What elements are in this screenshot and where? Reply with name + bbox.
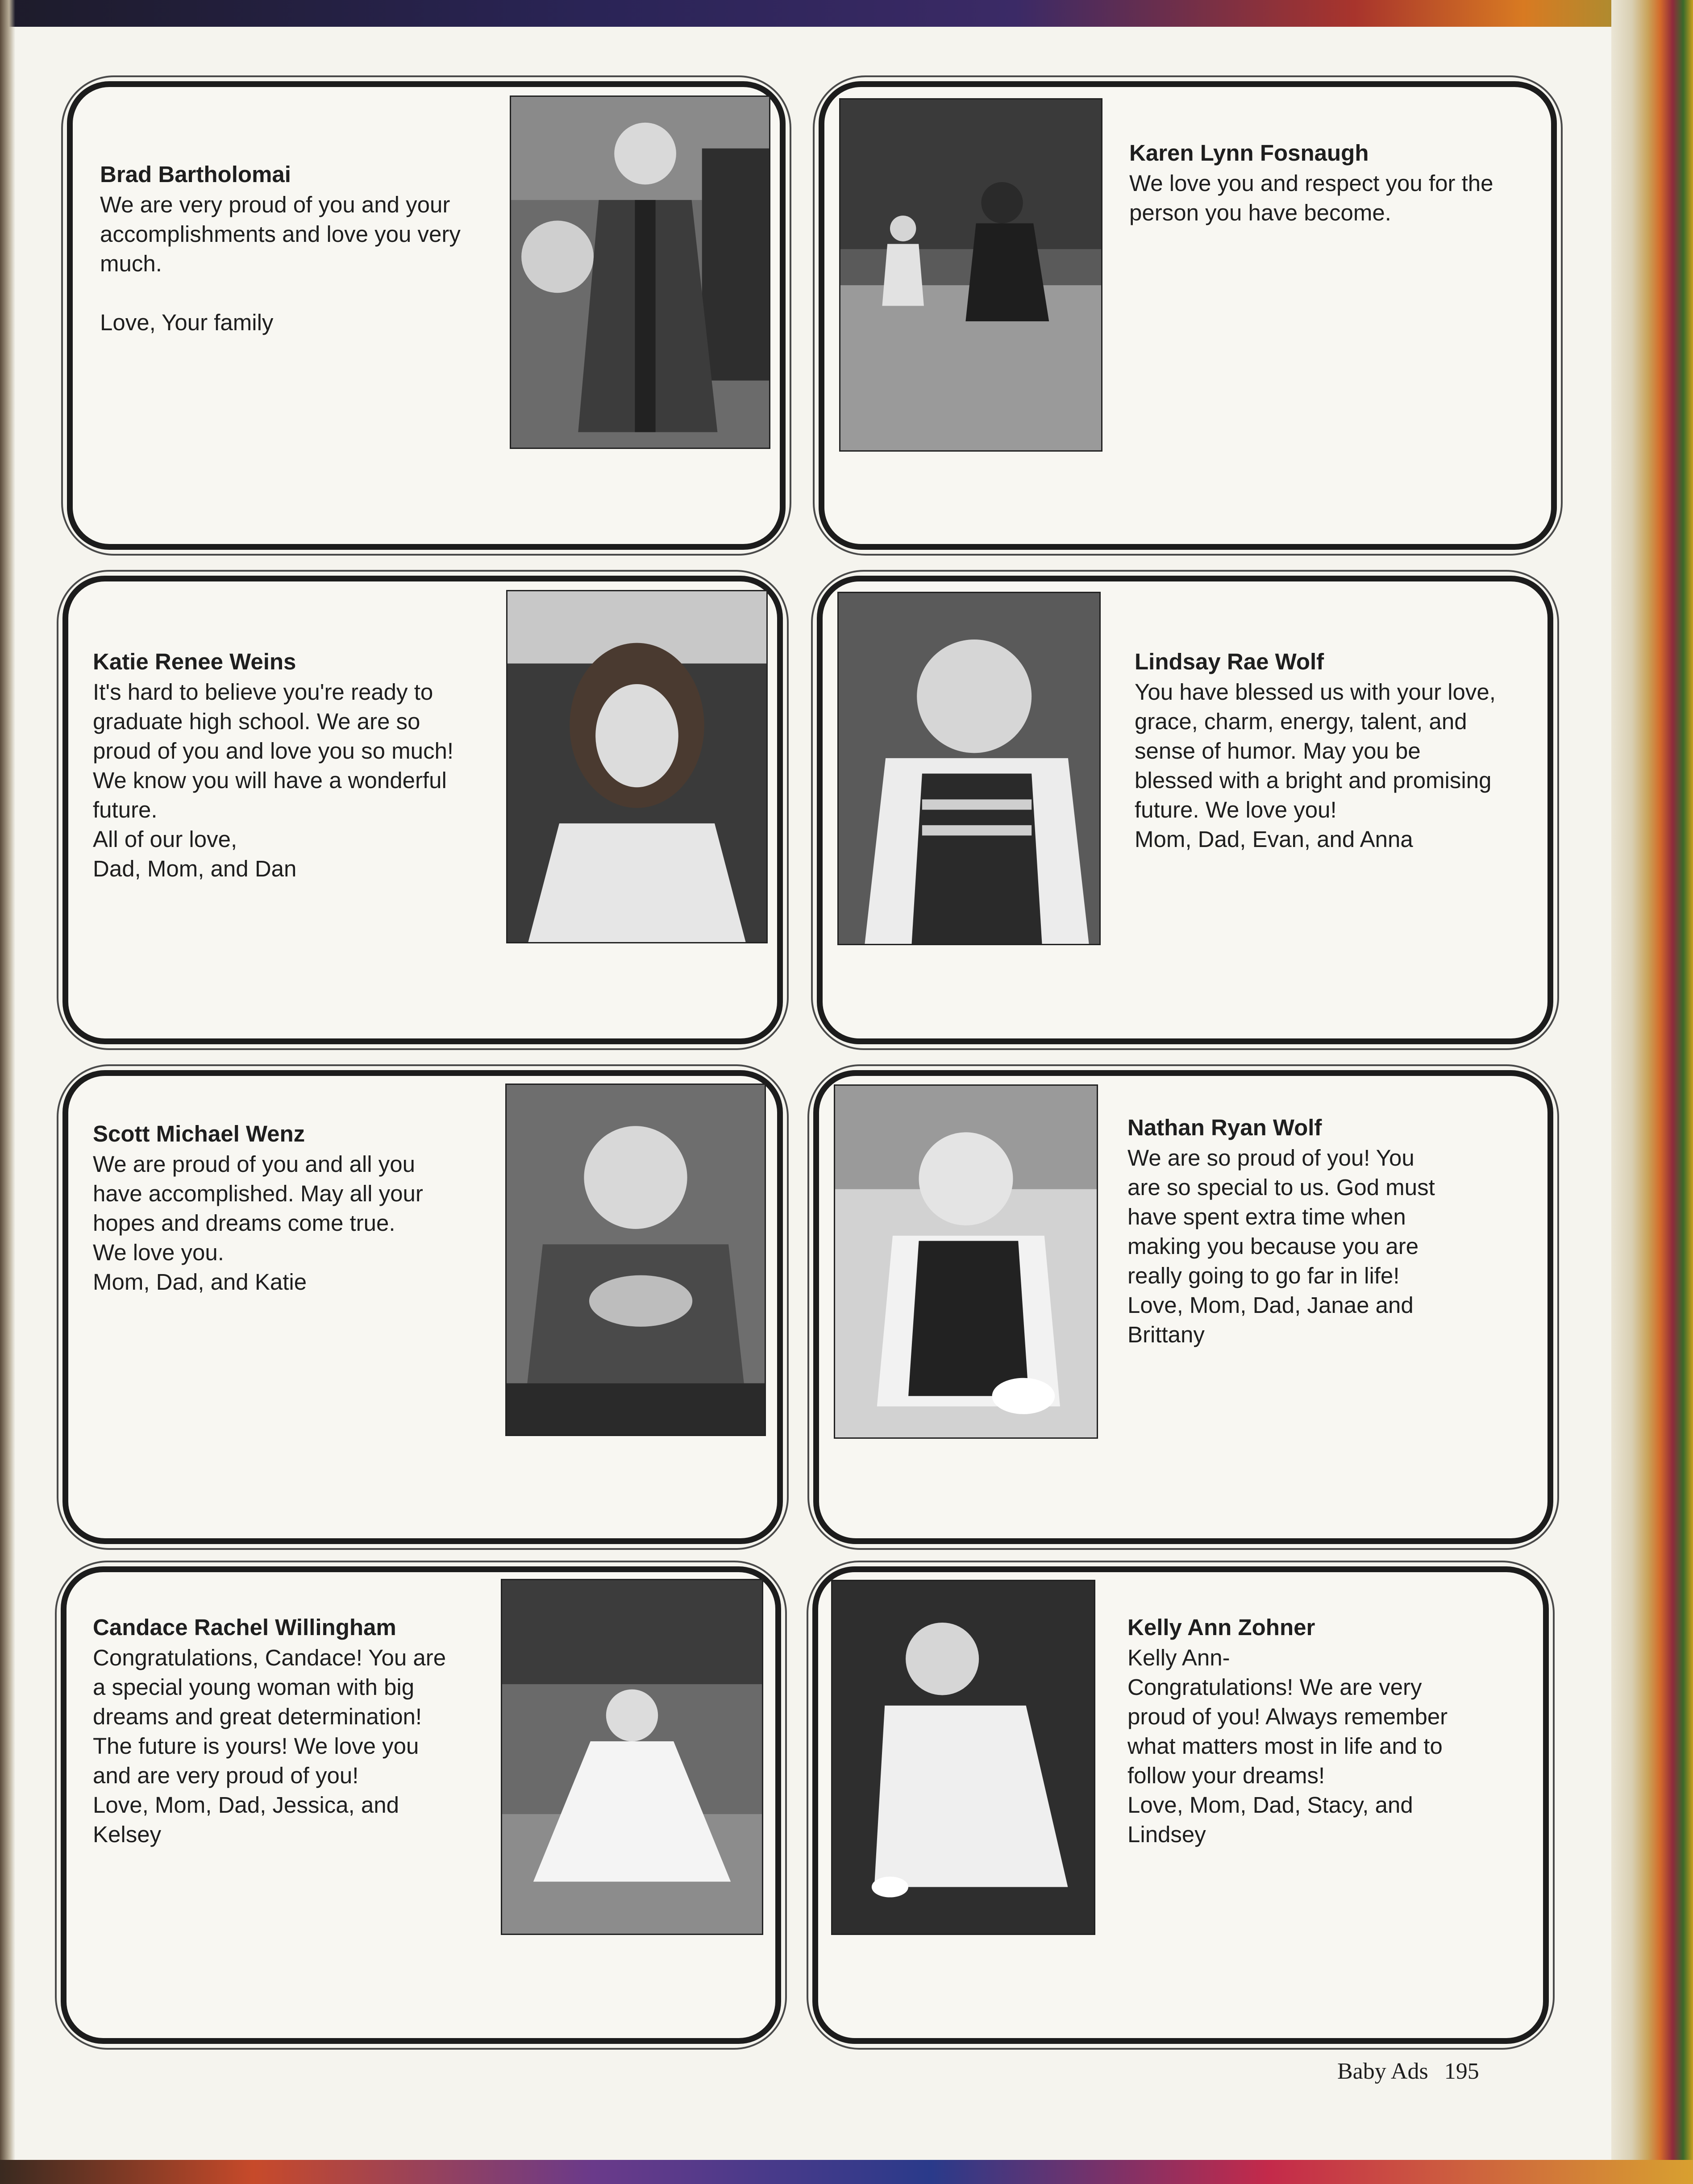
ad-line: have spent extra time when [1127,1204,1406,1229]
ad-text-scott-michael-wenz [93,1119,486,1297]
ad-line: future. We love you! [1135,797,1337,822]
ad-line: We love you. [93,1240,224,1265]
ad-line: follow your dreams! [1127,1763,1325,1788]
ad-line: Brittany [1127,1322,1205,1347]
ad-line: hopes and dreams come true. [93,1210,395,1236]
photo-of-girl-in-white-dress [501,1579,763,1935]
ad-line: Mom, Dad, Evan, and Anna [1135,826,1413,852]
page-edge-left [0,0,15,2184]
ad-name: Nathan Ryan Wolf [1127,1115,1322,1140]
ad-line: and are very proud of you! [93,1763,359,1788]
photo-of-toddler-in-robe [510,95,770,449]
ad-line: Love, Your family [100,310,274,335]
ad-line: graduate high school. We are so [93,709,420,734]
ad-line: Love, Mom, Dad, Stacy, and [1127,1792,1413,1818]
ad-text-candace-rachel-willingham [93,1613,486,1849]
page-edge-top [0,0,1693,27]
ad-line: accomplishments and love you very [100,221,461,247]
ad-line: blessed with a bright and promising [1135,768,1492,793]
ad-line: You have blessed us with your love, [1135,679,1496,705]
ad-line: We are proud of you and all you [93,1151,416,1177]
photo-of-toddler-in-jumper [834,1084,1098,1439]
ad-text-brad-bartholomai [100,160,493,337]
ad-line: We are so proud of you! You [1127,1145,1414,1171]
ad-line: We love you and respect you for the [1129,170,1493,196]
ad-text-nathan-ryan-wolf [1127,1113,1547,1349]
ad-line: a special young woman with big [93,1674,415,1700]
ad-line: proud of you and love you so much! [93,738,454,764]
ad-line: proud of you! Always remember [1127,1704,1448,1729]
ad-line: sense of humor. May you be [1135,738,1421,764]
ad-text-lindsay-rae-wolf [1135,647,1554,854]
ad-line: have accomplished. May all your [93,1181,423,1206]
page-edge-right [1611,0,1693,2184]
ad-text-kelly-ann-zohner [1127,1613,1547,1849]
ad-line: much. [100,251,162,276]
page-number: 195 [1444,2059,1479,2084]
photo-of-baby-in-overalls [837,592,1101,945]
ad-line: Love, Mom, Dad, Jessica, and [93,1792,399,1818]
ad-line: Kelly Ann- [1127,1645,1230,1670]
ad-line: We know you will have a wonderful [93,768,447,793]
ad-line: Congratulations, Candace! You are [93,1645,446,1670]
ad-name: Scott Michael Wenz [93,1121,305,1146]
ad-line: All of our love, [93,826,237,852]
ad-line: dreams and great determination! [93,1704,422,1729]
photo-of-toddler-in-sweatshirt [505,1084,766,1436]
ad-line: Lindsey [1127,1822,1206,1847]
ad-line: are so special to us. God must [1127,1175,1435,1200]
ad-line: making you because you are [1127,1233,1419,1259]
ad-line [100,278,493,308]
ad-name: Lindsay Rae Wolf [1135,649,1324,674]
ad-line: future. [93,797,158,822]
section-title: Baby Ads [1337,2059,1428,2084]
ad-name: Katie Renee Weins [93,649,296,674]
ad-line: Kelsey [93,1822,162,1847]
ad-line: Dad, Mom, and Dan [93,856,297,881]
ad-line: Congratulations! We are very [1127,1674,1422,1700]
ad-name: Kelly Ann Zohner [1127,1615,1315,1640]
page-footer [1337,2058,1479,2084]
ad-name: Karen Lynn Fosnaugh [1129,140,1369,166]
ad-line: person you have become. [1129,200,1391,225]
ad-text-karen-lynn-fosnaugh [1129,138,1558,228]
ad-line: Mom, Dad, and Katie [93,1269,307,1295]
ad-text-katie-renee-weins [93,647,486,884]
ad-name: Brad Bartholomai [100,162,291,187]
page-edge-bottom [0,2160,1693,2184]
ad-line: what matters most in life and to [1127,1733,1443,1759]
photo-of-girl-with-bangs [506,590,768,943]
photo-of-child-with-costumed-character [839,98,1102,452]
photo-of-baby-in-white-dress [831,1580,1095,1935]
ad-line: The future is yours! We love you [93,1733,419,1759]
ad-line: We are very proud of you and your [100,192,450,217]
ad-line: It's hard to believe you're ready to [93,679,433,705]
ad-line: grace, charm, energy, talent, and [1135,709,1467,734]
ad-name: Candace Rachel Willingham [93,1615,396,1640]
ad-line: really going to go far in life! [1127,1263,1400,1288]
ad-line: Love, Mom, Dad, Janae and [1127,1292,1414,1318]
